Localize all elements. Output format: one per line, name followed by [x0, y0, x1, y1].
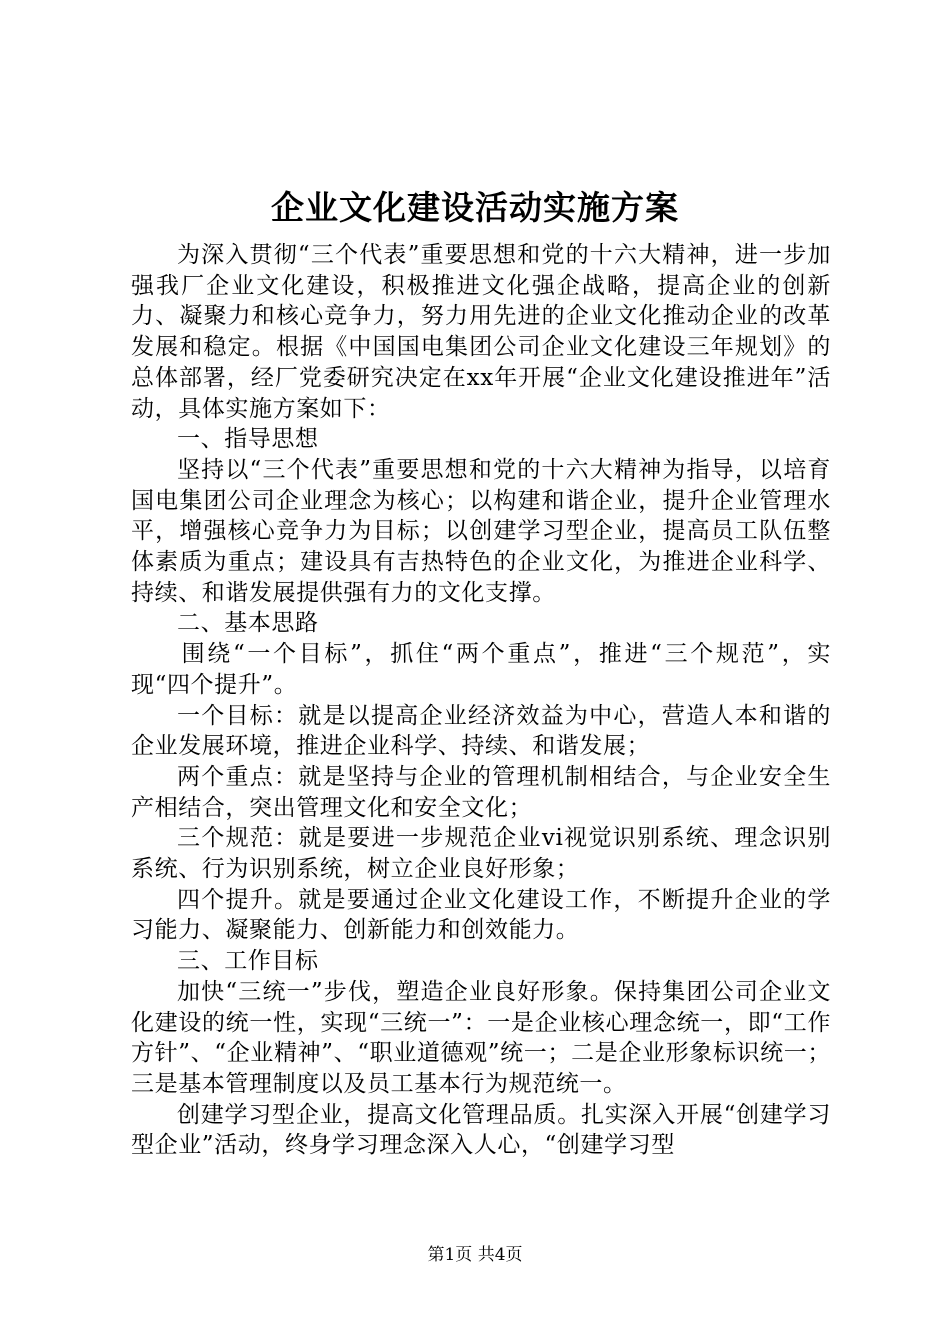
section-heading-basic-approach: 二、基本思路	[177, 610, 319, 637]
document-title: 企业文化建设活动实施方案	[271, 188, 679, 227]
two-focus-paragraph: 两个重点：就是坚持与企业的管理机制相结合，与企业安全生产相结合，突出管理文化和安全文化；	[131, 763, 831, 821]
three-unifications-paragraph: 加快“三统一”步伐，塑造企业良好形象。保持集团公司企业文化建设的统一性，实现“三统一”：一是企业核心理念统一，即“工作方针”、“企业精神”、“职业道德观”统一；二是企业形象标识统一；三是基本管理制度以及员工基本行为规范统一。	[131, 978, 831, 1097]
three-norms-paragraph: 三个规范：就是要进一步规范企业vi视觉识别系统、理念识别系统、行为识别系统，树立企业良好形象；	[131, 825, 831, 883]
guiding-ideology-paragraph: 坚持以“三个代表”重要思想和党的十六大精神为指导，以培育国电集团公司企业理念为核心；以构建和谐企业，提升企业管理水平，增强核心竞争力为目标；以创建学习型企业，提高员工队伍整体素质为重点；建设具有吉热特色的企业文化，为推进企业科学、持续、和谐发展提供强有力的文化支撑。	[131, 456, 831, 606]
document-body	[131, 240, 831, 1161]
intro-paragraph: 为深入贯彻“三个代表”重要思想和党的十六大精神，进一步加强我厂企业文化建设，积极推进文化强企战略，提高企业的创新力、凝聚力和核心竞争力，努力用先进的企业文化推动企业的改革发展和稳定。根据《中国国电集团公司企业文化建设三年规划》的总体部署，经厂党委研究决定在xx年开展“企业文化建设推进年”活动，具体实施方案如下：	[131, 242, 831, 422]
four-improvements-paragraph: 四个提升。就是要通过企业文化建设工作，不断提升企业的学习能力、凝聚能力、创新能力和创效能力。	[131, 886, 831, 944]
one-goal-paragraph: 一个目标：就是以提高企业经济效益为中心，营造人本和谐的企业发展环境，推进企业科学、持续、和谐发展；	[131, 702, 831, 760]
basic-approach-paragraph: 围绕“一个目标”，抓住“两个重点”，推进“三个规范”，实现“四个提升”。	[131, 641, 831, 698]
learning-enterprise-paragraph: 创建学习型企业，提高文化管理品质。扎实深入开展“创建学习型企业”活动，终身学习理念深入人心，“创建学习型	[131, 1101, 831, 1159]
section-heading-work-goals: 三、工作目标	[177, 948, 319, 975]
page-footer: 第1页 共4页	[427, 1245, 523, 1265]
section-heading-guiding-ideology: 一、指导思想	[177, 426, 319, 453]
